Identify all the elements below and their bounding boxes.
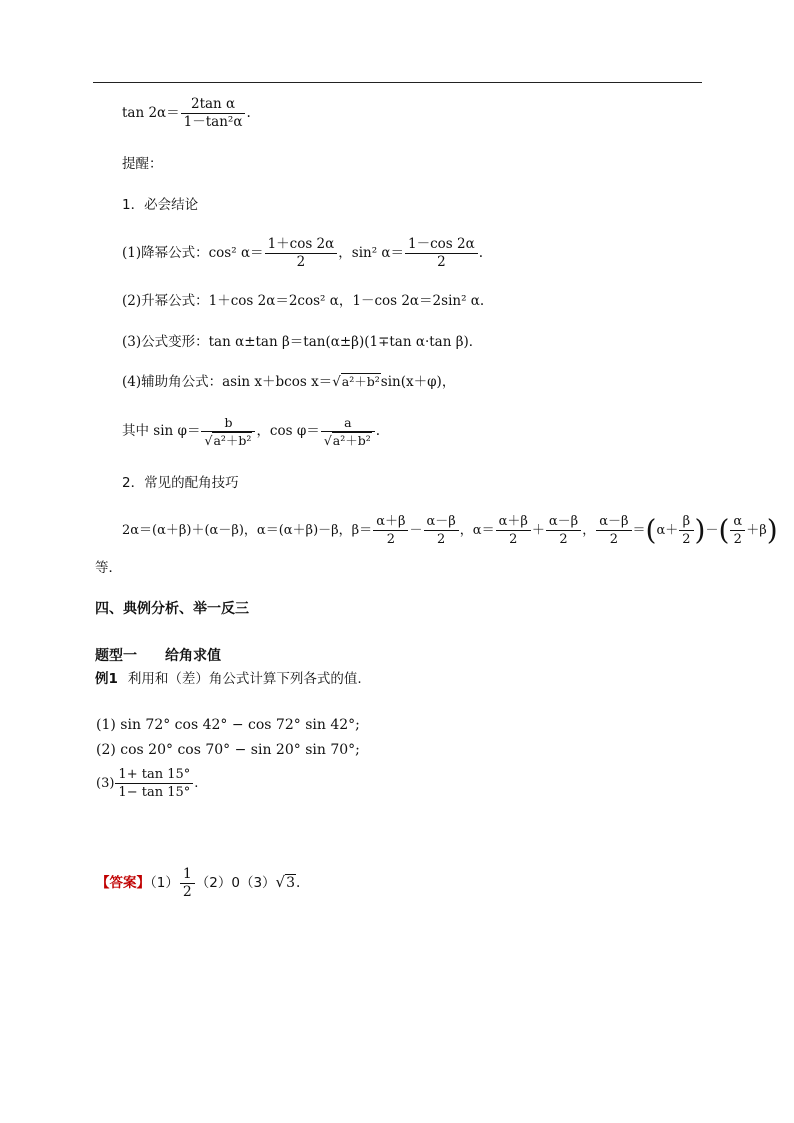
pj-comma: ， (582, 523, 596, 538)
pj-frac-7 (730, 513, 745, 548)
pj-minus: － (409, 523, 423, 538)
qizhong-num1: b (201, 414, 255, 432)
q3-denominator: 1− tan 15° (118, 785, 191, 800)
qizhong-formula (122, 414, 380, 449)
answer-line: 【答案】（1） $\frac{1}{2}$ （2）0（3）√3. (96, 866, 301, 900)
qizhong-den1: a²＋b² (213, 433, 252, 448)
pj-frac-5 (596, 513, 631, 548)
pj-d4: 2 (559, 532, 568, 547)
answer-fraction (180, 866, 195, 901)
qizhong-num2: a (321, 414, 375, 432)
example1-label: 例1 (95, 671, 118, 687)
pj-d5: 2 (609, 532, 618, 547)
tan2a-fraction (181, 96, 246, 131)
tan2a-numerator: 2tan α (181, 96, 246, 114)
pj-d2: 2 (437, 532, 446, 547)
jiangmi-mid: ，sin² α＝ (338, 245, 405, 261)
q3-fraction (115, 766, 193, 801)
example1-q2: (2) cos 20° cos 70° − sin 20° sin 70°; (96, 742, 360, 758)
qizhong-fraction-1: $\frac{b}{\text{√a²＋b²}}$ (201, 414, 255, 449)
answer-sqrt: 3 (286, 875, 296, 891)
qizhong-prefix: 其中 sin φ＝ (122, 423, 201, 439)
pj-n6: β (679, 513, 693, 531)
pj-plus: ＋ (531, 523, 545, 538)
pj-n7: α (730, 513, 745, 531)
pj-d1: 2 (386, 532, 395, 547)
tan2a-lhs: tan 2α＝ (122, 105, 180, 121)
pj-open1: ( (645, 513, 657, 547)
pj-frac-4 (546, 513, 581, 548)
shengmi-formula: (2)升幂公式：1＋cos 2α＝2cos² α，1－cos 2α＝2sin² α. (122, 293, 485, 309)
pj-eq: ＝ (632, 523, 646, 538)
example1-line (95, 670, 362, 688)
answer-numerator: 1 (180, 866, 195, 884)
type1-title: 给角求值 (165, 648, 221, 664)
tan2a-end: . (246, 105, 251, 121)
pj-alpha2: α＋ (656, 523, 679, 538)
answer-label: 【答案】 (96, 875, 150, 891)
pj-alpha: ，α＝ (459, 523, 495, 538)
answer-part1: （1） (150, 875, 179, 891)
pj-n2: α－β (424, 513, 459, 531)
fuzhu-formula: (4)辅助角公式：asin x＋bcos x＝√a²＋b²sin(x＋φ)， (122, 374, 456, 390)
fuzhu-sqrt: a²＋b² (341, 374, 380, 389)
tan2a-formula (122, 96, 251, 131)
pj-n4: α－β (546, 513, 581, 531)
qizhong-mid: ，cos φ＝ (256, 423, 320, 439)
qizhong-den2: a²＋b² (332, 433, 371, 448)
pj-close1: ) (694, 513, 706, 547)
jiangmi-fraction-2 (405, 236, 478, 271)
pj-frac-2 (424, 513, 459, 548)
fuzhu-suffix: sin(x＋φ)， (380, 374, 456, 390)
pj-beta: ＋β (746, 523, 767, 538)
jiangmi-num2: 1－cos 2α (405, 236, 478, 254)
answer-denominator: 2 (182, 884, 192, 900)
example1-text: 利用和（差）角公式计算下列各式的值. (127, 671, 362, 687)
jiangmi-formula (122, 236, 483, 271)
pj-n3: α＋β (496, 513, 531, 531)
pj-n1: α＋β (373, 513, 408, 531)
pj-d6: 2 (682, 532, 691, 547)
pj-frac-1 (373, 513, 408, 548)
q3-prefix: (3) (96, 776, 115, 791)
deng-text: 等． (95, 560, 122, 576)
q3-end: . (194, 776, 199, 791)
jiangmi-fraction-1 (265, 236, 338, 271)
pj-d3: 2 (509, 532, 518, 547)
type1-heading (95, 647, 221, 665)
header-rule (93, 82, 702, 83)
pj-n5: α－β (596, 513, 631, 531)
tan2a-denominator: 1－tan²α (183, 114, 243, 130)
q3-numerator: 1+ tan 15° (115, 766, 193, 784)
fuzhu-prefix: (4)辅助角公式：asin x＋bcos x＝ (122, 374, 333, 390)
jiangmi-num1: 1＋cos 2α (265, 236, 338, 254)
jiangmi-den1: 2 (296, 254, 306, 270)
bianxing-formula: (3)公式变形：tan α±tan β＝tan(α±β)(1∓tan α·tan β)． (122, 334, 483, 350)
jiangmi-end: . (478, 245, 484, 261)
qizhong-end: . (375, 423, 381, 439)
item2-title: 2．常见的配角技巧 (122, 475, 239, 491)
example1-q3 (96, 766, 198, 801)
pj-frac-3 (496, 513, 531, 548)
example1-q1: (1) sin 72° cos 42° − cos 72° sin 42°; (96, 717, 360, 733)
jiangmi-label: (1)降幂公式：cos² α＝ (122, 245, 264, 261)
pj-minus2: － (705, 523, 719, 538)
remind-label: 提醒： (122, 156, 163, 172)
pj-close2: ) (766, 513, 778, 547)
section4-title: 四、典例分析、举一反三 (95, 601, 249, 617)
peijiao-formula (122, 513, 778, 548)
pj-d7: 2 (733, 532, 742, 547)
pj-open2: ( (718, 513, 730, 547)
peijiao-part-a: 2α＝(α＋β)＋(α－β)，α＝(α＋β)－β，β＝ (122, 523, 373, 538)
pj-frac-6 (679, 513, 693, 548)
jiangmi-den2: 2 (437, 254, 446, 270)
item1-title: 1．必会结论 (122, 197, 199, 213)
qizhong-fraction-2: $\frac{a}{\text{√a²＋b²}}$ (321, 414, 375, 449)
answer-end: . (296, 875, 301, 891)
type1-label: 题型一 (95, 648, 137, 664)
answer-part2: （2）0（3） (195, 875, 276, 891)
